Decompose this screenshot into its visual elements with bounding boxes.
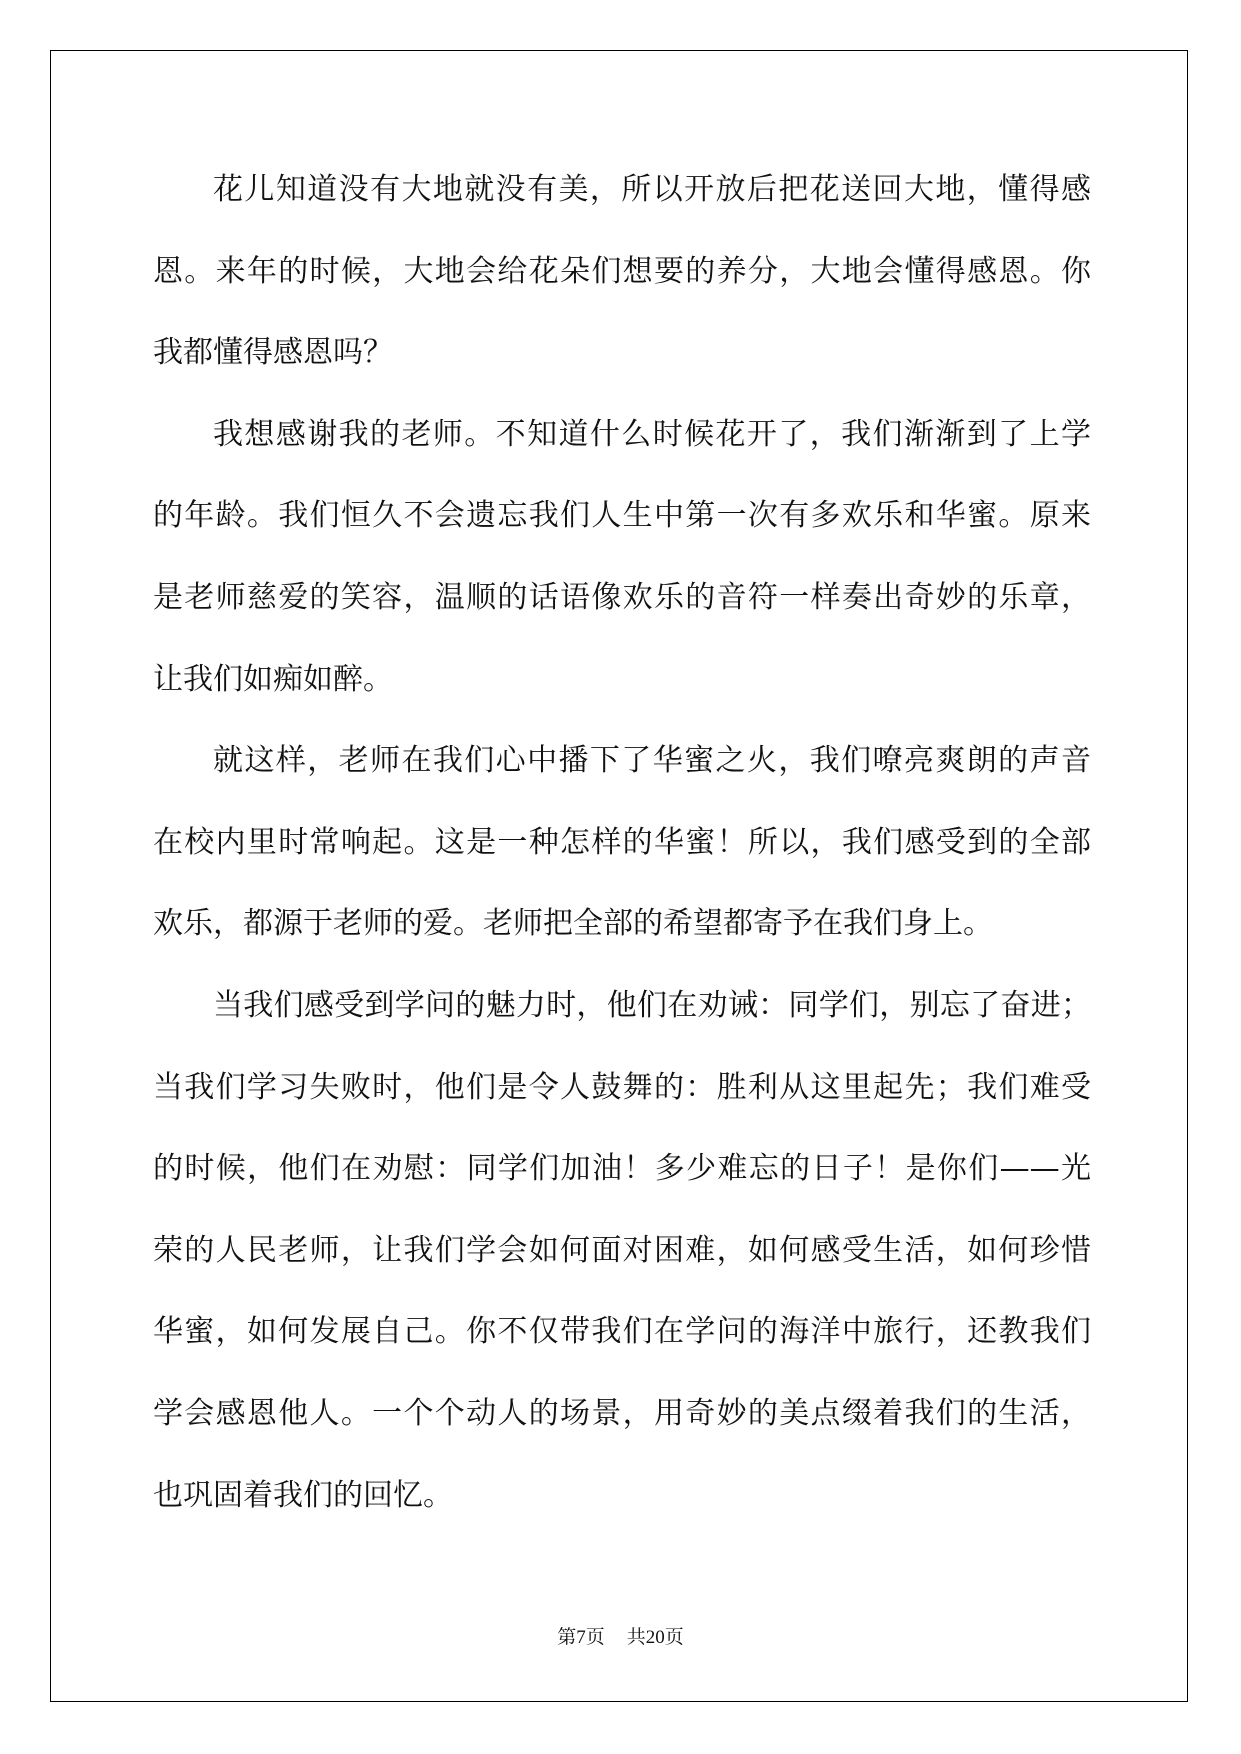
text-line: 学会感恩他人。一个个动人的场景，用奇妙的美点缀着我们的生活，	[153, 1395, 1091, 1431]
text-line: 的年龄。我们恒久不会遗忘我们人生中第一次有多欢乐和华蜜。原来	[153, 498, 1091, 534]
page-total: 共20页	[626, 1627, 684, 1648]
text-line: 花儿知道没有大地就没有美，所以开放后把花送回大地，懂得感	[213, 172, 1091, 207]
text-line: 也巩固着我们的回忆。	[153, 1477, 453, 1513]
text-line: 我都懂得感恩吗？	[153, 335, 393, 371]
document-body	[153, 149, 1091, 1536]
text-line: 的时候，他们在劝慰：同学们加油！多少难忘的日子！是你们——光	[153, 1151, 1091, 1187]
paragraph	[153, 720, 1091, 965]
page-footer	[0, 1626, 1241, 1650]
page-number: 第7页	[557, 1627, 605, 1648]
text-line: 荣的人民老师，让我们学会如何面对困难，如何感受生活，如何珍惜	[153, 1232, 1091, 1268]
text-line: 在校内里时常响起。这是一种怎样的华蜜！所以，我们感受到的全部	[153, 824, 1091, 860]
text-line: 华蜜，如何发展自己。你不仅带我们在学问的海洋中旅行，还教我们	[153, 1314, 1091, 1350]
paragraph	[153, 394, 1091, 720]
text-line: 就这样，老师在我们心中播下了华蜜之火，我们嘹亮爽朗的声音	[213, 743, 1091, 779]
text-line: 欢乐，都源于老师的爱。老师把全部的希望都寄予在我们身上。	[153, 906, 993, 942]
text-line: 让我们如痴如醉。	[153, 661, 393, 697]
text-line: 恩。来年的时候，大地会给花朵们想要的养分，大地会懂得感恩。你	[153, 253, 1091, 289]
text-line: 我想感谢我的老师。不知道什么时候花开了，我们渐渐到了上学	[213, 416, 1091, 452]
text-line: 当我们学习失败时，他们是令人鼓舞的：胜利从这里起先；我们难受	[153, 1069, 1091, 1105]
text-line: 当我们感受到学问的魅力时，他们在劝诫：同学们，别忘了奋进；	[213, 987, 1091, 1023]
paragraph	[153, 149, 1091, 394]
paragraph	[153, 965, 1091, 1536]
text-line: 是老师慈爱的笑容，温顺的话语像欢乐的音符一样奏出奇妙的乐章，	[153, 579, 1091, 615]
